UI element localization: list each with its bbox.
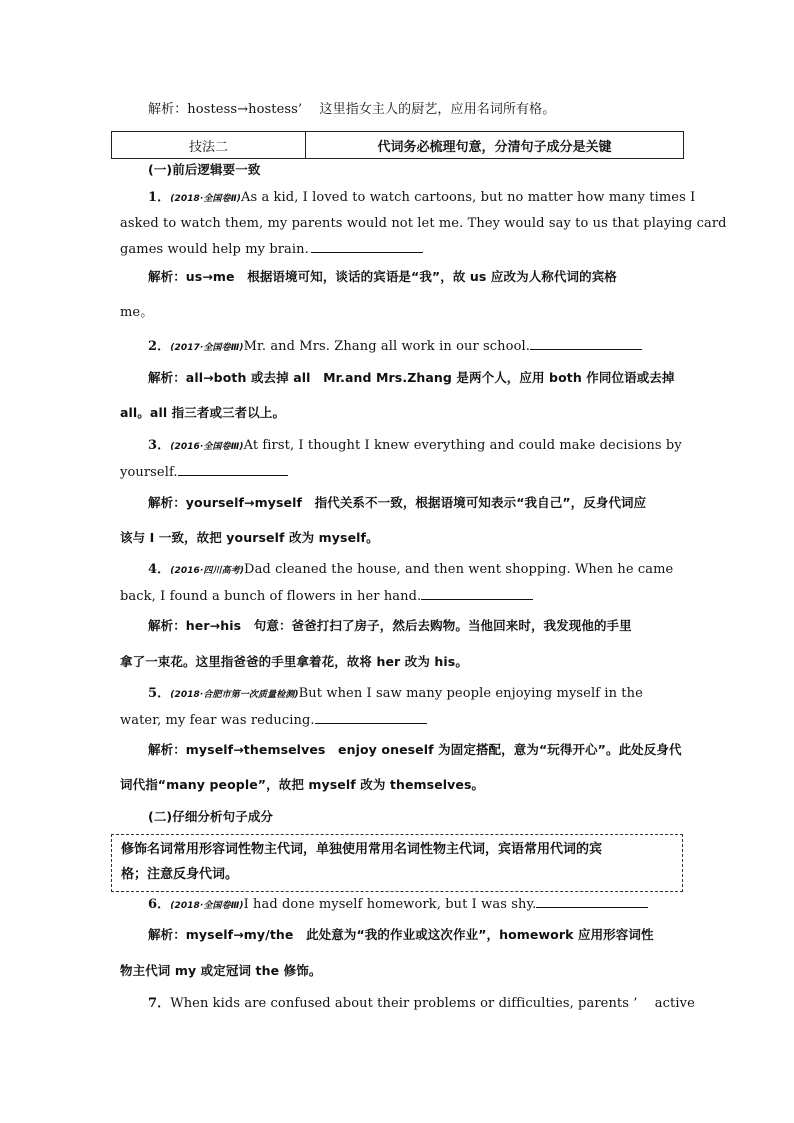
tip-box — [111, 834, 683, 892]
question-source: (2016·四川高考) — [170, 566, 245, 576]
section-heading-two: (二)仔细分析句子成分 — [148, 809, 274, 824]
analysis-5: 解析：myself→themselves enjoy oneself 为固定搭配，意为“玩得开心”。此处反身代 — [148, 742, 682, 757]
analysis-4: 解析：her→his 句意：爸爸打扫了房子，然后去购物。当他回来时，我发现他的手里 — [148, 618, 632, 633]
analysis-1-line-2: me。 — [120, 305, 154, 320]
analysis-2: 解析：all→both 或去掉 all Mr.and Mrs.Zhang 是两个人，应用 both 作同位语或去掉 — [148, 370, 675, 385]
question-text: yourself. — [120, 465, 178, 480]
question-1 — [148, 189, 696, 208]
question-text: Dad cleaned the house, and then went shopping. When he came — [244, 562, 674, 577]
answer-blank[interactable] — [178, 463, 288, 476]
question-text: Mr. and Mrs. Zhang all work in our school. — [243, 339, 530, 354]
question-1-line-3 — [120, 240, 423, 259]
question-6 — [148, 895, 648, 915]
analysis-3: 解析：yourself→myself 指代关系不一致，根据语境可知表示“我自己”，反身代词应 — [148, 495, 647, 510]
tip-line-1: 修饰名词常用形容词性物主代词，单独使用常用名词性物主代词，宾语常用代词的宾 — [121, 842, 603, 857]
question-source: (2017·全国卷Ⅲ) — [170, 343, 244, 353]
section-heading-one: (一)前后逻辑要一致 — [148, 162, 261, 177]
question-5 — [148, 685, 674, 704]
question-3-line-2 — [120, 463, 288, 482]
question-source: (2018·全国卷Ⅱ) — [170, 194, 241, 204]
question-2 — [148, 337, 642, 357]
answer-blank[interactable] — [315, 711, 427, 724]
question-source: (2016·全国卷Ⅲ) — [170, 442, 244, 452]
skill-table — [111, 131, 684, 159]
answer-blank[interactable] — [536, 895, 648, 908]
question-number: 4． — [148, 562, 171, 577]
question-3 — [148, 437, 682, 456]
answer-blank[interactable] — [421, 587, 533, 600]
answer-blank[interactable] — [311, 240, 423, 253]
question-text: As a kid, I loved to watch cartoons, but no matter how many times I — [240, 190, 696, 205]
question-text: At first, I thought I knew everything and could make decisions by — [243, 438, 682, 453]
question-text: games would help my brain. — [120, 242, 309, 257]
question-4 — [148, 561, 674, 580]
question-text: But when I saw many people enjoying myself in the — [298, 686, 643, 701]
question-text: back, I found a bunch of flowers in her hand. — [120, 589, 422, 604]
analysis-6: 解析：myself→my/the 此处意为“我的作业或这次作业”，homework 应用形容词性 — [148, 927, 654, 942]
question-source: (2018·全国卷Ⅲ) — [170, 901, 244, 911]
question-5-line-2 — [120, 711, 427, 730]
question-text: asked to watch them, my parents would not let me. They would say to us that playing card — [120, 216, 727, 231]
skill-table-title: 代词务必梳理句意，分清句子成分是关键 — [377, 139, 612, 155]
answer-blank[interactable] — [530, 337, 642, 350]
analysis-3-line-2: 该与 I 一致，故把 yourself 改为 myself。 — [120, 530, 379, 545]
question-number: 2． — [148, 339, 171, 354]
question-text: When kids are confused about their problems or difficulties, parents ’ active — [170, 996, 695, 1011]
question-number: 3． — [148, 438, 171, 453]
question-7 — [148, 995, 695, 1013]
question-number: 5． — [148, 686, 171, 701]
question-text: I had done myself homework, but I was shy. — [243, 897, 537, 912]
analysis-5-line-2: 词代指“many people”，故把 myself 改为 themselves。 — [120, 777, 485, 792]
question-text: water, my fear was reducing. — [120, 713, 315, 728]
question-1-line-2 — [120, 215, 727, 233]
analysis-2-line-2: all。all 指三者或三者以上。 — [120, 405, 286, 420]
question-number: 6． — [148, 897, 171, 912]
analysis-6-line-2: 物主代词 my 或定冠词 the 修饰。 — [120, 963, 322, 978]
question-4-line-2 — [120, 587, 533, 606]
question-number: 1． — [148, 190, 171, 205]
analysis-1: 解析：us→me 根据语境可知，谈话的宾语是“我”，故 us 应改为人称代词的宾格 — [148, 269, 617, 284]
question-number: 7． — [148, 996, 171, 1011]
analysis-4-line-2: 拿了一束花。这里指爸爸的手里拿着花，故将 her 改为 his。 — [120, 654, 468, 669]
skill-table-label: 技法二 — [112, 132, 306, 158]
question-source: (2018·合肥市第一次质量检测) — [170, 690, 299, 700]
tip-line-2: 格；注意反身代词。 — [121, 867, 239, 882]
top-analysis: 解析：hostess→hostess’ 这里指女主人的厨艺，应用名词所有格。 — [148, 102, 556, 117]
